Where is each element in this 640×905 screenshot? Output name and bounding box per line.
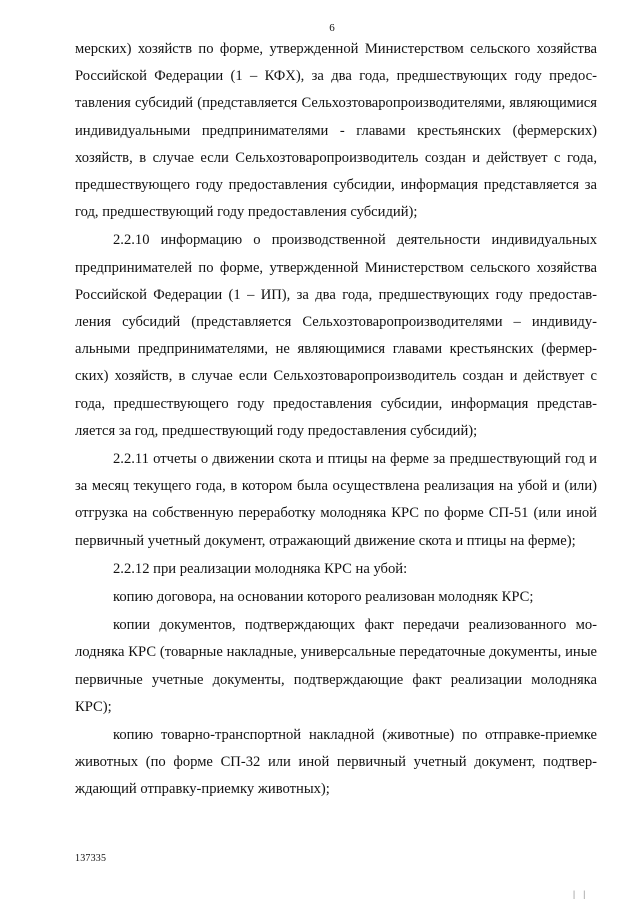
paragraph-2-2-10: 2.2.10 информацию о производственной деятельности индивидуальных предпринимателей по форме, утвержденной Министерством сельского хозяйства Российской Федерации (1 – ИП), за два года, предшествующих году предоставления субсидий (представляется Сельхозтоваропроизводителями – индивидуальными предпринимателями, не являющимися главами крестьянских (фермерских) хозяйств, в случае если Сельхозтоваропроизводитель создан и действует с года, предшествующего году предоставления субсидии, информация представляется за год, предшествующий году предоставления субсидий); — [75, 232, 597, 439]
document-code: 137335 — [75, 853, 107, 864]
page-number: 6 — [329, 22, 335, 34]
paragraph-kfh-info: мерских) хозяйств по форме, утвержденной Министерством сельского хозяйства Российской Федерации (1 – КФХ), за два года, предшествующих году предоставления субсидий (представляется Сельхозтоваропроизводителями, являющимися индивидуальными предпринимателями - главами крестьянских (фермерских) хозяйств, в случае если Сельхозтоваропроизводитель создан и действует с года, предшествующего году предоставления субсидии, информация представляется за год, предшествующий году предоставления субсидий); — [75, 41, 597, 221]
paragraph-2-2-11: 2.2.11 отчеты о движении скота и птицы на ферме за предшествующий год и за месяц текущего года, в котором была осуществлена реализация на убой и (или) отгрузка на собственную переработку молодняка КРС по форме СП-51 (или иной первичный учетный документ, отражающий движение скота и птицы на ферме); — [75, 451, 597, 549]
paragraph-transfer-documents: копии документов, подтверждающих факт передачи реализованного молодняка КРС (товарные накладные, универсальные передаточные документы, иные первичные учетные документы, подтверждающие факт реализации молодняка КРС); — [75, 617, 597, 715]
paragraph-contract-copy: копию договора, на основании которого реализован молодняк КРС; — [113, 589, 534, 606]
paragraph-waybill-copy: копию товарно-транспортной накладной (животные) по отправке-приемке животных (по форме СП-32 или иной первичный учетный документ, подтверждающий отправку-приемку животных); — [75, 727, 597, 798]
document-body — [75, 36, 597, 804]
corner-marks: | | — [573, 889, 588, 899]
paragraph-2-2-12: 2.2.12 при реализации молодняка КРС на убой: — [113, 560, 408, 577]
